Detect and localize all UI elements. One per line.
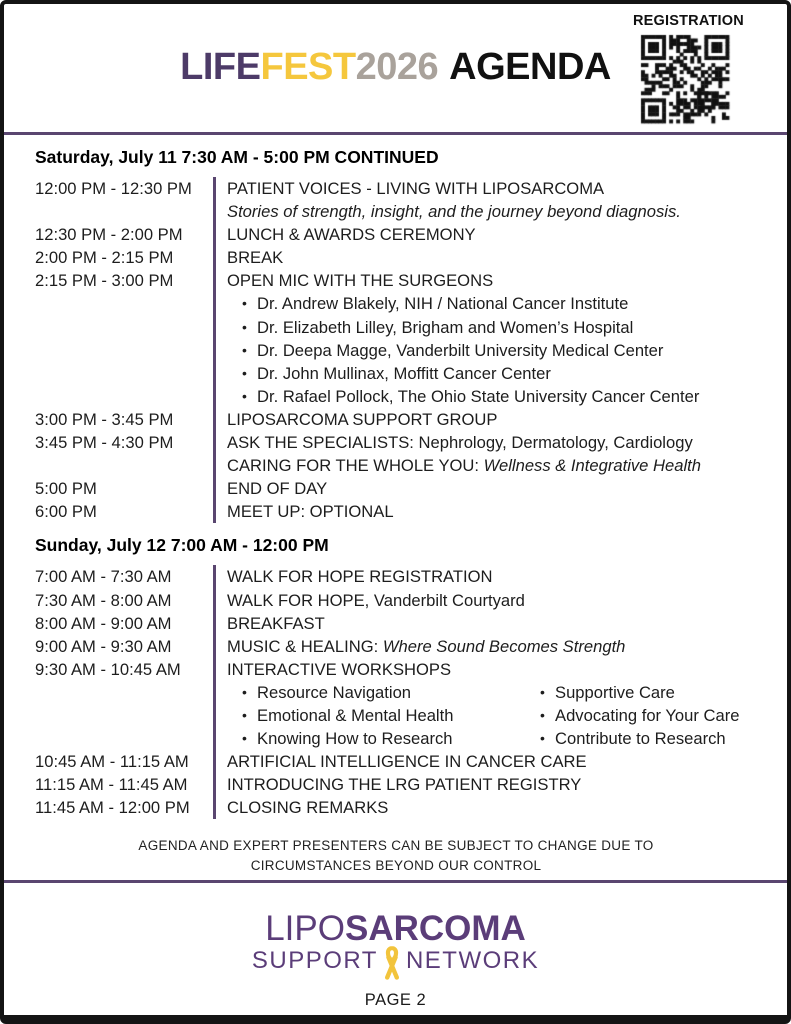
event-time: 7:30 AM - 8:00 AM	[35, 590, 172, 610]
bullet-list	[525, 681, 757, 750]
event-content	[213, 612, 757, 635]
title-segment-agenda: AGENDA	[449, 46, 611, 88]
disclaimer-line2: CIRCUMSTANCES BEYOND OUR CONTROL	[250, 858, 542, 874]
event-content	[213, 681, 757, 750]
logo-support: SUPPORT	[251, 947, 378, 974]
event-time: 7:00 AM - 7:30 AM	[35, 567, 172, 587]
event-content	[213, 635, 757, 658]
agenda-row	[35, 612, 757, 635]
disclaimer-text	[35, 836, 757, 876]
event-time: 10:45 AM - 11:15 AM	[35, 752, 189, 772]
event-text: BREAKFAST	[227, 613, 325, 633]
bullet-item: • Advocating for Your Care	[538, 704, 757, 727]
page-header	[4, 4, 787, 132]
event-time	[35, 681, 213, 750]
agenda-row	[35, 200, 757, 223]
registration-label: REGISTRATION	[633, 13, 744, 29]
agenda-row	[35, 477, 757, 500]
event-text: LIPOSARCOMA SUPPORT GROUP	[227, 409, 498, 429]
event-content	[213, 177, 757, 200]
event-text: OPEN MIC WITH THE SURGEONS	[227, 271, 494, 291]
agenda-sections	[4, 146, 787, 876]
event-time: 12:00 PM - 12:30 PM	[35, 179, 192, 198]
event-content	[213, 200, 757, 223]
event-text: LUNCH & AWARDS CEREMONY	[227, 225, 476, 245]
event-text: Where Sound Becomes Strength	[382, 636, 626, 656]
bullet-item: • Contribute to Research	[538, 727, 757, 750]
event-text: BREAK	[227, 248, 284, 268]
event-time: 11:15 AM - 11:45 AM	[35, 775, 188, 795]
agenda-row	[35, 681, 757, 750]
bullet-item: • Dr. Rafael Pollock, The Ohio State University Cancer Center	[240, 385, 757, 408]
registration-qr-code-icon	[639, 33, 731, 125]
event-content	[213, 246, 757, 269]
agenda-row	[35, 589, 757, 612]
event-time: 2:00 PM - 2:15 PM	[35, 248, 174, 268]
event-content	[213, 431, 757, 454]
event-time	[35, 200, 213, 223]
event-content	[213, 589, 757, 612]
event-content	[213, 269, 757, 292]
title-segment-fest: FEST	[260, 46, 356, 88]
event-content	[213, 750, 757, 773]
page-number-label: PAGE 2	[364, 991, 427, 1009]
agenda-row	[35, 750, 757, 773]
bullet-item: • Dr. Deepa Magge, Vanderbilt University Medical Center	[240, 339, 757, 362]
event-text: MUSIC & HEALING:	[227, 636, 383, 656]
event-content	[213, 658, 757, 681]
header-divider	[4, 132, 787, 135]
agenda-row	[35, 246, 757, 269]
agenda-row	[35, 223, 757, 246]
bullet-item: • Dr. John Mullinax, Moffitt Cancer Center	[240, 362, 757, 385]
disclaimer-line1: AGENDA AND EXPERT PRESENTERS CAN BE SUBJECT TO CHANGE DUE TO	[138, 838, 654, 854]
event-text: ASK THE SPECIALISTS: Nephrology, Dermatology, Cardiology	[227, 433, 693, 453]
event-content	[213, 223, 757, 246]
logo-sarcoma: SARCOMA	[344, 909, 526, 948]
agenda-row	[35, 773, 757, 796]
event-text: INTERACTIVE WORKSHOPS	[227, 659, 452, 679]
event-text: ARTIFICIAL INTELLIGENCE IN CANCER CARE	[227, 752, 587, 772]
event-time: 5:00 PM	[35, 479, 97, 499]
bullet-item: • Dr. Elizabeth Lilley, Brigham and Women’s Hospital	[240, 316, 757, 339]
event-content	[213, 292, 757, 407]
section-heading: Sunday, July 12 7:00 AM - 12:00 PM	[35, 535, 329, 556]
event-content	[213, 477, 757, 500]
registration-block	[633, 13, 744, 130]
agenda-row	[35, 565, 757, 588]
agenda-row	[35, 454, 757, 477]
logo-subline	[4, 947, 787, 977]
event-text: CLOSING REMARKS	[227, 798, 389, 818]
agenda-row	[35, 796, 757, 819]
logo-network: NETWORK	[405, 947, 540, 974]
event-time: 9:30 AM - 10:45 AM	[35, 659, 181, 679]
bullet-list	[227, 681, 525, 750]
title-segment-year: 2026	[355, 46, 439, 88]
agenda-row	[35, 408, 757, 431]
agenda-row	[35, 635, 757, 658]
agenda-row	[35, 292, 757, 407]
event-time: 9:00 AM - 9:30 AM	[35, 636, 172, 656]
event-text: END OF DAY	[227, 479, 328, 499]
event-text: WALK FOR HOPE, Vanderbilt Courtyard	[227, 590, 525, 610]
awareness-ribbon-icon	[381, 945, 403, 981]
bullet-list	[227, 292, 757, 407]
agenda-row	[35, 269, 757, 292]
event-content	[213, 796, 757, 819]
agenda-rows	[35, 177, 757, 523]
event-time: 11:45 AM - 12:00 PM	[35, 798, 190, 818]
agenda-row	[35, 658, 757, 681]
bullet-columns	[227, 681, 757, 750]
agenda-row	[35, 500, 757, 523]
page-footer	[4, 883, 787, 1015]
bullet-item: • Supportive Care	[538, 681, 757, 704]
liposarcoma-logo	[4, 911, 787, 947]
bullet-item: • Resource Navigation	[240, 681, 525, 704]
agenda-row	[35, 431, 757, 454]
logo-lipo: LIPO	[265, 909, 345, 948]
event-time	[35, 292, 213, 407]
bullet-item: • Knowing How to Research	[240, 727, 525, 750]
agenda-rows	[35, 565, 757, 819]
section-heading: Saturday, July 11 7:30 AM - 5:00 PM CONTINUED	[35, 147, 439, 167]
event-time: 3:45 PM - 4:30 PM	[35, 433, 174, 453]
event-text: PATIENT VOICES - LIVING WITH LIPOSARCOMA	[227, 179, 605, 198]
event-text: MEET UP: OPTIONAL	[227, 502, 394, 522]
event-text: CARING FOR THE WHOLE YOU:	[227, 456, 484, 476]
event-time	[35, 454, 213, 477]
event-text: Stories of strength, insight, and the journey beyond diagnosis.	[227, 202, 681, 222]
event-content	[213, 500, 757, 523]
event-text: WALK FOR HOPE REGISTRATION	[227, 567, 493, 587]
event-time: 3:00 PM - 3:45 PM	[35, 409, 174, 429]
event-content	[213, 454, 757, 477]
event-time: 2:15 PM - 3:00 PM	[35, 271, 174, 291]
bullet-item: • Emotional & Mental Health	[240, 704, 525, 727]
event-time: 12:30 PM - 2:00 PM	[35, 225, 183, 245]
event-time: 6:00 PM	[35, 502, 97, 522]
event-content	[213, 408, 757, 431]
event-time: 8:00 AM - 9:00 AM	[35, 613, 172, 633]
agenda-row	[35, 177, 757, 200]
event-content	[213, 773, 757, 796]
bullet-item: • Dr. Andrew Blakely, NIH / National Cancer Institute	[240, 292, 757, 315]
event-content	[213, 565, 757, 588]
event-text: Wellness & Integrative Health	[483, 456, 701, 476]
title-segment-life: LIFE	[180, 46, 261, 88]
event-text: INTRODUCING THE LRG PATIENT REGISTRY	[227, 775, 582, 795]
